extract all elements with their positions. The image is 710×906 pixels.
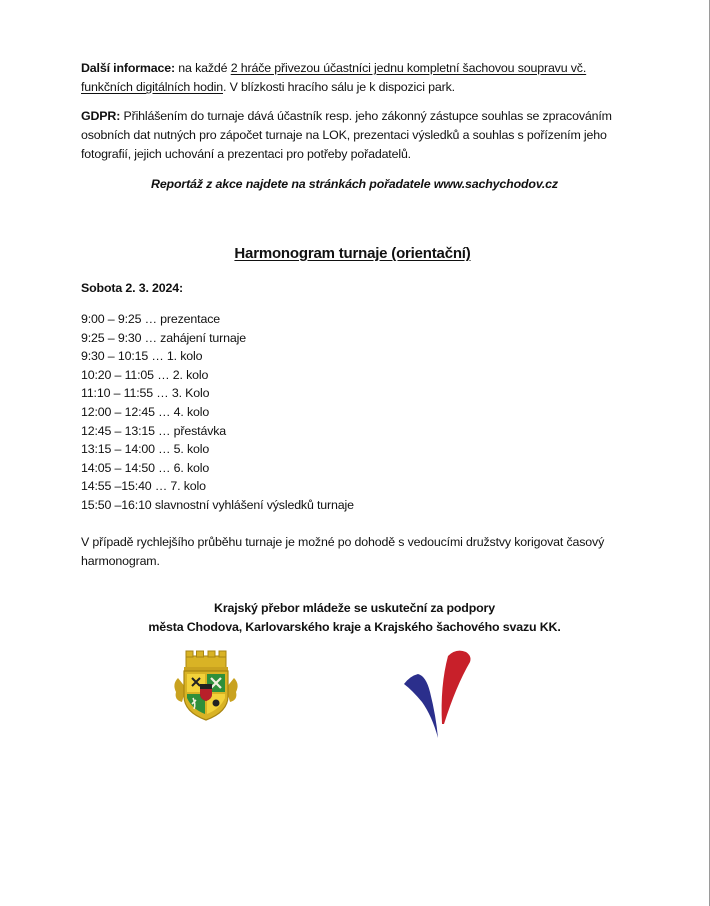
day-heading: Sobota 2. 3. 2024: [81, 281, 183, 295]
schedule-item: 9:25 – 9:30 … zahájení turnaje [81, 330, 246, 345]
schedule-item: 10:20 – 11:05 … 2. kolo [81, 367, 209, 382]
schedule-item: 11:10 – 11:55 … 3. Kolo [81, 386, 210, 401]
info-text-after: . V blízkosti hracího sálu je k dispozici park. [222, 80, 455, 94]
info-text-before: na každé [175, 61, 231, 75]
schedule-item: 14:55 –15:40 … 7. kolo [81, 479, 206, 494]
info-underlined-1: 2 hráče přivezou účastníci jednu kompletní šachovou soupravu vč. [230, 61, 587, 75]
gdpr-paragraph [81, 107, 626, 164]
karlovarsky-kraj-logo-icon [400, 646, 480, 740]
note-paragraph: V případě rychlejšího průběhu turnaje je možné po dohodě s vedoucími družstvy korigovat časový harmonogram. [81, 535, 605, 568]
support-statement [0, 599, 709, 637]
schedule-item: 15:50 –16:10 slavnostní vyhlášení výsledků turnaje [81, 497, 354, 512]
schedule-item: 9:30 – 10:15 … 1. kolo [81, 349, 203, 364]
gdpr-label: GDPR: [81, 109, 121, 123]
schedule-list [81, 310, 354, 515]
schedule-item: 14:05 – 14:50 … 6. kolo [81, 460, 210, 475]
chodov-coat-of-arms-icon [172, 648, 240, 722]
gdpr-text: Přihlášením do turnaje dává účastník resp. jeho zákonný zástupce souhlas se zpracováním osobních dat nutných pro zápočet turnaje na LOK, prezentaci výsledků a souhlas s pořízením jeho fotografií, jejich uchování a prezentaci pro potřeby pořadatelů. [81, 109, 612, 161]
schedule-item: 12:00 – 12:45 … 4. kolo [81, 404, 210, 419]
info-label: Další informace: [81, 61, 176, 75]
schedule-item: 13:15 – 14:00 … 5. kolo [81, 442, 210, 457]
report-line: Reportáž z akce najdete na stránkách pořadatele www.sachychodov.cz [151, 177, 558, 191]
schedule-item: 12:45 – 13:15 … přestávka [81, 423, 227, 438]
schedule-item: 9:00 – 9:25 … prezentace [81, 312, 220, 326]
harmonogram-title: Harmonogram turnaje (orientační) [234, 245, 471, 262]
support-line-1: Krajský přebor mládeže se uskuteční za podpory [214, 601, 495, 615]
support-line-2: města Chodova, Karlovarského kraje a Krajského šachového svazu KK. [148, 620, 561, 634]
info-underlined-2: funkčních digitálních hodin [81, 80, 223, 94]
info-paragraph [81, 59, 626, 97]
